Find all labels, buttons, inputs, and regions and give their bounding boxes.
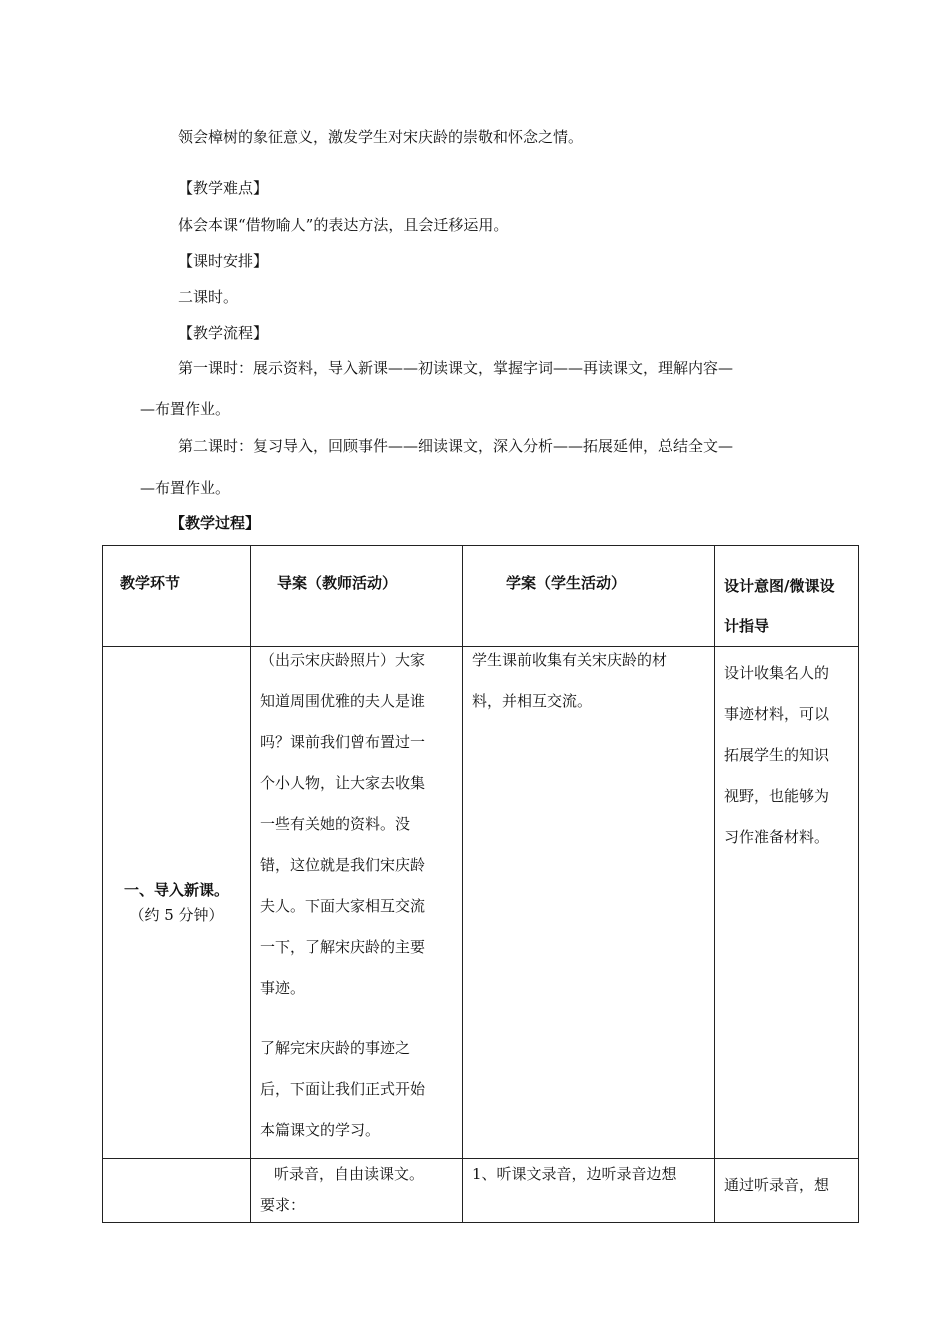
teacher-text-line: 要求： [260,1196,306,1214]
flow-heading: 【教学流程】 [178,324,269,342]
header-student-label: 学案（学生活动） [506,574,627,592]
stage-cell [103,647,251,1159]
student-activity-cell [463,647,715,1159]
difficulty-heading: 【教学难点】 [178,179,269,197]
teacher-text-line: 一下，了解宋庆龄的主要 [260,938,426,956]
teacher-text-line: （出示宋庆龄照片）大家 [260,651,426,669]
teacher-text-line: 了解完宋庆龄的事迹之 [260,1039,411,1057]
difficulty-text: 体会本课“借物喻人”的表达方法，且会迁移运用。 [178,216,509,234]
design-intent-cell [715,1159,859,1223]
schedule-text: 二课时。 [178,288,239,306]
schedule-heading: 【课时安排】 [178,252,269,270]
student-activity-cell [463,1159,715,1223]
teaching-goal-line: 领会樟树的象征意义，激发学生对宋庆龄的崇敬和怀念之情。 [178,128,584,146]
teacher-activity-cell [251,1159,463,1223]
header-student [463,546,715,647]
student-text-line: 学生课前收集有关宋庆龄的材 [472,651,668,669]
teacher-text-line: 本篇课文的学习。 [260,1121,381,1139]
teacher-text-line: 后，下面让我们正式开始 [260,1080,426,1098]
stage-duration: （约 5 分钟） [129,905,224,924]
table-header-row [103,546,859,647]
teacher-text-line: 错，这位就是我们宋庆龄 [260,856,426,874]
design-text-line: 设计收集名人的 [724,664,830,682]
table-row [103,1159,859,1223]
flow-second-lesson-line2: —布置作业。 [140,479,231,497]
design-text-line: 视野，也能够为 [724,787,830,805]
flow-first-lesson-line1: 第一课时：展示资料，导入新课——初读课文，掌握字词——再读课文，理解内容— [178,359,734,377]
header-teacher-label: 导案（教师活动） [277,574,398,592]
teacher-text-line: 知道周围优雅的夫人是谁 [260,692,426,710]
teacher-text-line: 个小人物，让大家去收集 [260,774,426,792]
header-teacher [251,546,463,647]
design-text-line: 习作准备材料。 [724,828,830,846]
flow-first-lesson-line2: —布置作业。 [140,400,231,418]
header-design [715,546,859,647]
header-design-label-line1: 设计意图/微课设 [724,577,835,595]
header-stage [103,546,251,647]
design-intent-cell [715,647,859,1159]
design-text-line: 事迹材料，可以 [724,705,830,723]
design-text-line: 拓展学生的知识 [724,746,830,764]
teacher-text-line: 听录音，自由读课文。 [274,1165,425,1183]
process-heading: 【教学过程】 [170,514,261,532]
stage-title: 一、导入新课。 [123,880,229,899]
flow-second-lesson-line1: 第二课时：复习导入，回顾事件——细读课文，深入分析——拓展延伸，总结全文— [178,437,734,455]
teacher-text-line: 夫人。下面大家相互交流 [260,897,426,915]
design-text-line: 通过听录音，想 [724,1176,830,1194]
header-stage-label: 教学环节 [120,574,181,592]
student-text-line: 料，并相互交流。 [472,692,593,710]
header-design-label-line2: 计指导 [724,617,770,635]
stage-cell [103,1159,251,1223]
student-text-line: 1、听课文录音，边听录音边想 [472,1165,677,1183]
table-row [103,647,859,1159]
teacher-activity-cell [251,647,463,1159]
teacher-text-line: 吗？课前我们曾布置过一 [260,733,426,751]
teaching-process-table [102,545,859,1223]
teacher-text-line: 一些有关她的资料。没 [260,815,411,833]
teacher-text-line: 事迹。 [260,979,306,997]
